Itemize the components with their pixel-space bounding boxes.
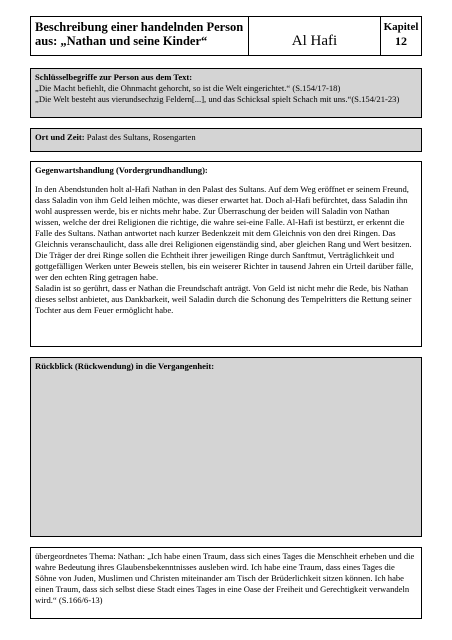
chapter-label: Kapitel xyxy=(383,21,419,33)
place-time-label: Ort und Zeit: xyxy=(35,132,85,142)
keyword-quote-2: „Die Welt besteht aus vierundsechzig Feldern[...], und das Schicksal spielt Schach mit uns.“(S.154/21-23) xyxy=(35,94,400,104)
place-time-value: Palast des Sultans, Rosengarten xyxy=(84,132,196,142)
theme-text: übergeordnetes Thema: Nathan: „Ich habe einen Traum, dass sich eines Tages die Menschheit erheben und die wahre Bedeutung ihres Glaubensbekenntnisses ausleben wird. Ich habe eine Traum, dass eines Tages die Söhne von Juden, Muslimen und Christen miteinander am Tisch der Brüderlichkeit sitzen können. Ich habe einen Traum, dass sich selbst diese Stadt eines Tages in eine Oase der Freiheit und Gerechtigkeit verwandeln wird.“ (S.166/6-13) xyxy=(35,551,415,605)
person-name: Al Hafi xyxy=(249,17,381,55)
present-action-box xyxy=(30,161,422,347)
present-action-heading: Gegenwartshandlung (Vordergrundhandlung): xyxy=(35,165,208,175)
keywords-heading: Schlüsselbegriffe zur Person aus dem Text: xyxy=(35,72,193,82)
place-time-box xyxy=(30,128,422,152)
chapter-number: 12 xyxy=(395,34,407,48)
worksheet-header xyxy=(30,16,422,56)
header-title-line1: Beschreibung einer handelnden Person xyxy=(35,20,244,34)
header-title-line2: aus: „Nathan und seine Kinder“ xyxy=(35,34,208,48)
present-paragraph-1: In den Abendstunden holt al-Hafi Nathan in den Palast des Sultans. Auf dem Weg eröffnet er seinem Freund, dass Saladin von ihm Geld leihen möchte, was dieser erwartet hat. Doch al-Hafi befürchtet, dass Saladin ihn wohl auspressen werde, bis er nichts mehr habe. Zur Überraschung der beiden will Saladin von Nathan wissen, welche der drei Religionen die richtige, die wahre sei-eine Falle. Al-Hafi ist bestürzt, er erkennt die Falle des Sultans. Nathan antwortet nach kurzer Bedenkzeit mit dem Gleichnis von den drei Ringen. Das Gleichnis veranschaulicht, dass alle drei Religionen eigenständig sind, aber gleichen Rang und Wert besitzen. Die Träger der drei Ringe sollen die Echtheit ihrer jeweiligen Ringe durch Sanftmut, Verträglichkeit und gottgefälligen Werken unter Beweis stellen, bis ein weiserer Richter in tausend Jahren ein Urteil darüber fälle, wer den echten Ring getragen habe. xyxy=(35,184,414,282)
keywords-box xyxy=(30,68,422,118)
present-action-text xyxy=(35,184,417,316)
chapter-cell xyxy=(381,17,421,55)
header-title xyxy=(31,17,249,55)
present-paragraph-2: Saladin ist so gerührt, dass er Nathan die Freundschaft anträgt. Von Geld ist nicht mehr die Rede, bis Nathan dieses selbst anbietet, aus Dankbarkeit, weil Saladin durch die Schonung des Tempelritters die Rettung seiner Tochter aus dem Feuer ermöglicht habe. xyxy=(35,283,412,315)
keyword-quote-1: „Die Macht befiehlt, die Ohnmacht gehorcht, so ist die Welt eingerichtet.“ (S.154/17-18) xyxy=(35,83,341,93)
flashback-box xyxy=(30,357,422,537)
flashback-heading: Rückblick (Rückwendung) in die Vergangenheit: xyxy=(35,361,215,371)
theme-box xyxy=(30,547,422,619)
